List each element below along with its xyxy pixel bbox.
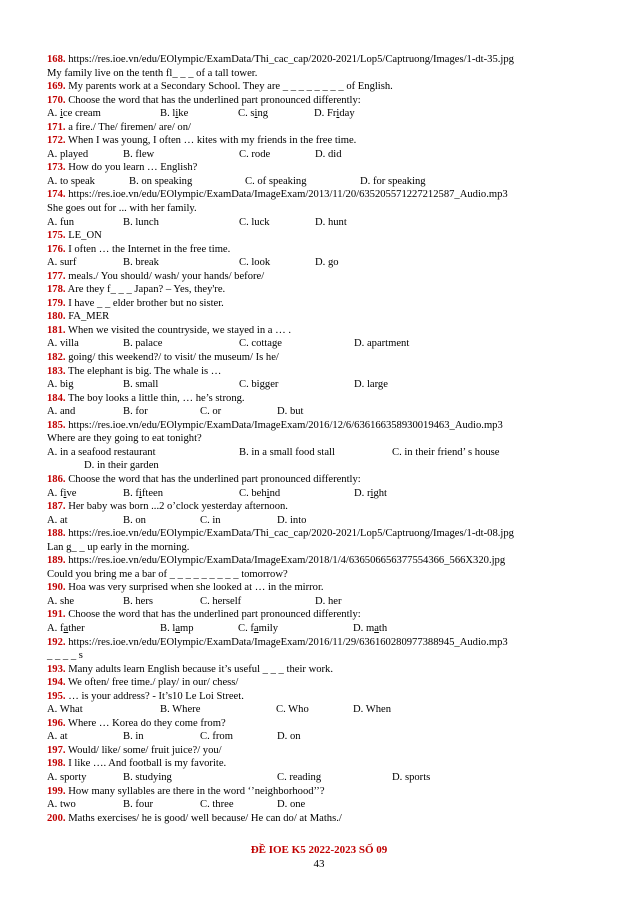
answer-option: C. three — [200, 799, 234, 811]
question-text: D. in their garden — [84, 460, 159, 472]
underlined-letter: a — [374, 622, 379, 634]
answer-option — [160, 107, 238, 121]
option-text: C. s — [238, 108, 255, 120]
question-text: Choose the word that has the underlined part pronounced differently: — [68, 609, 361, 621]
exercise-list — [47, 53, 607, 825]
answer-option — [160, 622, 238, 636]
underlined-letter: i — [63, 487, 67, 499]
question-number: 181. — [47, 324, 66, 336]
question-text: Choose the word that has the underlined part pronounced differently: — [68, 94, 361, 106]
underlined-letter: a — [253, 622, 259, 634]
answer-option: C. cottage — [239, 338, 282, 350]
question-text: My parents work at a Secondary School. They are _ _ _ _ _ _ _ _ of English. — [68, 81, 393, 93]
answer-option: D. for speaking — [360, 175, 426, 187]
question-text: https://res.ioe.vn/edu/EOlympic/ExamData/Thi_cac_cap/2020-2021/Lop5/Captruong/Images/1-dt-35.jpg — [68, 54, 514, 65]
question-line — [47, 324, 607, 338]
question-text: Choose the word that has the underlined part pronounced differently: — [68, 473, 361, 485]
answer-option: C. Who — [276, 704, 309, 716]
question-number: 194. — [47, 677, 66, 689]
answer-option: B. lunch — [123, 216, 159, 228]
question-line — [47, 785, 607, 799]
question-text: She goes out for ... with her family. — [47, 203, 197, 215]
question-line — [47, 527, 607, 541]
question-number: 175. — [47, 230, 66, 242]
answer-option: C. luck — [239, 216, 270, 228]
answer-option: B. small — [123, 379, 159, 391]
underlined-letter: i — [254, 108, 258, 120]
answer-options — [47, 771, 607, 785]
footer-title: ĐỀ IOE K5 2022-2023 SỐ 09 — [250, 844, 388, 856]
answer-option: D. her — [315, 595, 342, 607]
question-line — [47, 94, 607, 108]
question-number: 170. — [47, 94, 66, 106]
question-number: 186. — [47, 473, 66, 485]
question-text: Hoa was very surprised when she looked at … in the mirror. — [68, 582, 324, 594]
question-text: a fire./ The/ firemen/ are/ on/ — [68, 121, 191, 133]
option-text: A. — [47, 108, 60, 120]
answer-option: D. hunt — [315, 216, 347, 228]
question-text: _ _ _ _ s — [47, 650, 83, 662]
answer-option — [239, 487, 354, 501]
answer-option: D. one — [277, 799, 306, 811]
question-number: 185. — [47, 419, 66, 431]
option-text: D. r — [354, 487, 371, 499]
question-line — [47, 351, 607, 365]
question-text: Would/ like/ some/ fruit juice?/ you/ — [68, 744, 222, 756]
answer-option: A. two — [47, 799, 76, 811]
question-text: … is your address? - It’s10 Le Loi Street. — [68, 690, 244, 702]
option-text: mily — [258, 622, 279, 634]
answer-option: C. bigger — [239, 379, 279, 391]
question-line — [47, 717, 607, 731]
answer-options — [47, 256, 607, 270]
answer-option: B. palace — [123, 338, 163, 350]
question-number: 169. — [47, 81, 66, 93]
underlined-letter: a — [63, 622, 69, 634]
answer-options — [47, 446, 607, 460]
question-text-line — [47, 459, 607, 473]
question-number: 173. — [47, 162, 66, 174]
underlined-letter: a — [175, 622, 181, 634]
answer-option — [123, 487, 239, 501]
question-number: 184. — [47, 392, 66, 404]
question-text: Her baby was born ...2 o’clock yesterday afternoon. — [68, 501, 288, 513]
question-text-line — [47, 432, 607, 446]
answer-option — [47, 107, 160, 121]
question-line — [47, 473, 607, 487]
answer-option: A. she — [47, 595, 75, 607]
option-text: day — [339, 108, 355, 120]
question-number: 187. — [47, 501, 66, 513]
answer-option: A. and — [47, 406, 76, 418]
question-text-line — [47, 649, 607, 663]
question-text: We often/ free time./ play/ in our/ chess/ — [68, 677, 239, 689]
underlined-letter: i — [138, 487, 142, 499]
question-text: I like …. And football is my favorite. — [68, 758, 227, 770]
question-line — [47, 297, 607, 311]
question-number: 193. — [47, 663, 66, 675]
question-number: 174. — [47, 189, 66, 201]
question-line — [47, 80, 607, 94]
question-text-line — [47, 541, 607, 555]
answer-option: C. rode — [239, 148, 271, 160]
question-text: How do you learn … English? — [68, 162, 198, 174]
question-text: I have _ _ elder brother but no sister. — [68, 297, 224, 309]
question-line — [47, 243, 607, 257]
option-text: B. f — [123, 487, 139, 499]
answer-option: A. played — [47, 148, 89, 160]
answer-options — [47, 216, 607, 230]
question-text-line — [47, 202, 607, 216]
question-text: Maths exercises/ he is good/ well because/ He can do/ at Maths./ — [68, 812, 342, 824]
question-text: The boy looks a little thin, … he’s strong. — [68, 392, 245, 404]
question-line — [47, 229, 607, 243]
question-text: Many adults learn English because it’s useful _ _ _ their work. — [68, 663, 333, 675]
question-line — [47, 161, 607, 175]
question-number: 182. — [47, 352, 66, 364]
answer-option: B. break — [123, 257, 159, 269]
answer-option: C. herself — [200, 595, 242, 607]
question-text: https://res.ioe.vn/edu/EOlympic/ExamData/ImageExam/2018/1/4/636506656377554366_566X320.jpg — [68, 555, 506, 567]
answer-option — [47, 487, 123, 501]
underlined-letter: i — [59, 108, 63, 120]
question-text: How many syllables are there in the word ‘’neighborhood’’? — [68, 785, 325, 797]
answer-options — [47, 378, 607, 392]
question-number: 190. — [47, 582, 66, 594]
question-number: 195. — [47, 690, 66, 702]
question-number: 188. — [47, 528, 66, 540]
question-line — [47, 188, 607, 202]
question-number: 198. — [47, 758, 66, 770]
answer-options — [47, 175, 607, 189]
question-number: 199. — [47, 785, 66, 797]
answer-option: A. at — [47, 514, 68, 526]
answer-options — [47, 730, 607, 744]
question-line — [47, 676, 607, 690]
question-text: meals./ You should/ wash/ your hands/ before/ — [68, 270, 265, 282]
answer-option: C. reading — [277, 771, 322, 783]
question-line — [47, 283, 607, 297]
answer-option: B. on — [123, 514, 146, 526]
page-footer — [0, 843, 638, 871]
question-text: When I was young, I often … kites with my friends in the free time. — [68, 135, 357, 147]
option-text: ng — [257, 108, 269, 120]
question-line — [47, 744, 607, 758]
answer-option — [47, 622, 160, 636]
answer-option: B. flew — [123, 148, 155, 160]
answer-options — [47, 107, 607, 121]
question-line — [47, 53, 607, 67]
option-text: A. f — [47, 487, 64, 499]
question-line — [47, 419, 607, 433]
question-line — [47, 757, 607, 771]
question-line — [47, 365, 607, 379]
question-text: Are they f_ _ _ Japan? – Yes, they're. — [67, 284, 226, 296]
question-line — [47, 554, 607, 568]
question-text: FA_MER — [68, 311, 110, 323]
question-line — [47, 270, 607, 284]
option-text: mp — [180, 622, 194, 634]
option-text: ght — [373, 487, 387, 499]
question-number: 200. — [47, 812, 66, 824]
answer-option: B. Where — [160, 704, 201, 716]
question-line — [47, 310, 607, 324]
answer-option: B. hers — [123, 595, 154, 607]
question-text: Lan g_ _ up early in the morning. — [47, 541, 190, 553]
answer-option: A. villa — [47, 338, 79, 350]
question-line — [47, 121, 607, 135]
question-text: My family live on the tenth fl_ _ _ of a tall tower. — [47, 67, 258, 79]
question-text: When we visited the countryside, we stayed in a … . — [68, 324, 292, 336]
option-text: C. beh — [239, 487, 267, 499]
question-text: LE_ON — [68, 230, 102, 242]
question-line — [47, 663, 607, 677]
option-text: D. Fr — [314, 108, 337, 120]
option-text: B. l — [160, 108, 176, 120]
answer-option: B. four — [123, 799, 154, 811]
question-text: Where … Korea do they come from? — [68, 717, 226, 729]
question-number: 172. — [47, 135, 66, 147]
question-number: 178. — [47, 284, 66, 296]
question-number: 179. — [47, 297, 66, 309]
answer-option: C. in — [200, 514, 221, 526]
question-number: 192. — [47, 636, 66, 648]
question-line — [47, 690, 607, 704]
question-line — [47, 581, 607, 595]
question-text: I often … the Internet in the free time. — [68, 243, 231, 255]
option-text: A. f — [47, 622, 64, 634]
underlined-letter: i — [370, 487, 374, 499]
option-text: fteen — [141, 487, 164, 499]
answer-options — [47, 595, 607, 609]
answer-option: B. for — [123, 406, 148, 418]
question-text: https://res.ioe.vn/edu/EOlympic/ExamData/ImageExam/2016/12/6/636166358930019463_Audio.mp3 — [68, 419, 503, 431]
answer-options — [47, 622, 607, 636]
answer-option: A. surf — [47, 257, 77, 269]
answer-option: A. What — [47, 704, 83, 716]
question-line — [47, 636, 607, 650]
answer-option: A. big — [47, 379, 74, 391]
answer-option — [238, 622, 353, 636]
question-text-line — [47, 67, 607, 81]
answer-option: D. on — [277, 731, 301, 743]
underlined-letter: i — [266, 487, 270, 499]
answer-option — [314, 107, 414, 121]
answer-option: C. from — [200, 731, 233, 743]
option-text: nd — [269, 487, 281, 499]
answer-option — [353, 622, 453, 636]
page-number: 43 — [313, 858, 325, 870]
option-text: C. f — [238, 622, 254, 634]
answer-option — [354, 487, 454, 501]
question-line — [47, 500, 607, 514]
question-text: Where are they going to eat tonight? — [47, 433, 202, 445]
question-number: 189. — [47, 555, 66, 567]
answer-option: A. at — [47, 731, 68, 743]
answer-option: D. go — [315, 257, 339, 269]
question-number: 183. — [47, 365, 66, 377]
question-number: 180. — [47, 311, 66, 323]
question-text: https://res.ioe.vn/edu/EOlympic/ExamData/ImageExam/2016/11/29/636160280977388945_Audio.mp3 — [68, 636, 508, 648]
answer-option: A. sporty — [47, 771, 87, 783]
question-line — [47, 134, 607, 148]
option-text: th — [378, 622, 388, 634]
answer-option: D. but — [277, 406, 304, 418]
option-text: D. m — [353, 622, 375, 634]
answer-option: B. in — [123, 731, 144, 743]
question-number: 171. — [47, 121, 66, 133]
answer-option: D. did — [315, 148, 342, 160]
answer-option: A. in a seafood restaurant — [47, 446, 156, 458]
underlined-letter: i — [336, 108, 340, 120]
answer-options — [47, 405, 607, 419]
question-number: 196. — [47, 717, 66, 729]
answer-option: B. on speaking — [129, 175, 193, 187]
answer-option: C. of speaking — [245, 175, 307, 187]
answer-option: D. sports — [392, 771, 431, 783]
question-number: 177. — [47, 270, 66, 282]
option-text: B. l — [160, 622, 176, 634]
option-text: ce cream — [62, 108, 101, 120]
answer-options — [47, 337, 607, 351]
question-line — [47, 812, 607, 826]
answer-option: D. large — [354, 379, 388, 391]
question-text: Could you bring me a bar of _ _ _ _ _ _ _ _ _ tomorrow? — [47, 568, 288, 580]
question-line — [47, 392, 607, 406]
answer-option: D. into — [277, 514, 307, 526]
answer-option: B. studying — [123, 771, 172, 783]
question-text-line — [47, 568, 607, 582]
underlined-letter: i — [175, 108, 179, 120]
answer-option: C. or — [200, 406, 222, 418]
question-text: The elephant is big. The whale is … — [68, 365, 222, 377]
option-text: ke — [178, 108, 189, 120]
answer-options — [47, 798, 607, 812]
answer-option: D. apartment — [354, 338, 410, 350]
answer-option: A. fun — [47, 216, 75, 228]
option-text: ve — [66, 487, 77, 499]
answer-options — [47, 148, 607, 162]
answer-option: C. in their friend’ s house — [392, 446, 500, 458]
answer-options — [47, 703, 607, 717]
answer-option: A. to speak — [47, 175, 95, 187]
question-number: 168. — [47, 54, 66, 65]
option-text: ther — [68, 622, 85, 634]
question-number: 176. — [47, 243, 66, 255]
question-number: 197. — [47, 744, 66, 756]
question-text: https://res.ioe.vn/edu/EOlympic/ExamData/Thi_cac_cap/2020-2021/Lop5/Captruong/Images/1-dt-08.jpg — [68, 528, 514, 540]
question-text: going/ this weekend?/ to visit/ the museum/ Is he/ — [68, 352, 279, 364]
answer-options — [47, 514, 607, 528]
answer-option: B. in a small food stall — [239, 446, 335, 458]
question-number: 191. — [47, 609, 66, 621]
answer-option — [238, 107, 314, 121]
answer-option: C. look — [239, 257, 271, 269]
question-text: https://res.ioe.vn/edu/EOlympic/ExamData/ImageExam/2013/11/20/635205571227212587_Audio.mp3 — [68, 189, 508, 201]
answer-option: D. When — [353, 704, 392, 716]
answer-options — [47, 487, 607, 501]
question-line — [47, 608, 607, 622]
